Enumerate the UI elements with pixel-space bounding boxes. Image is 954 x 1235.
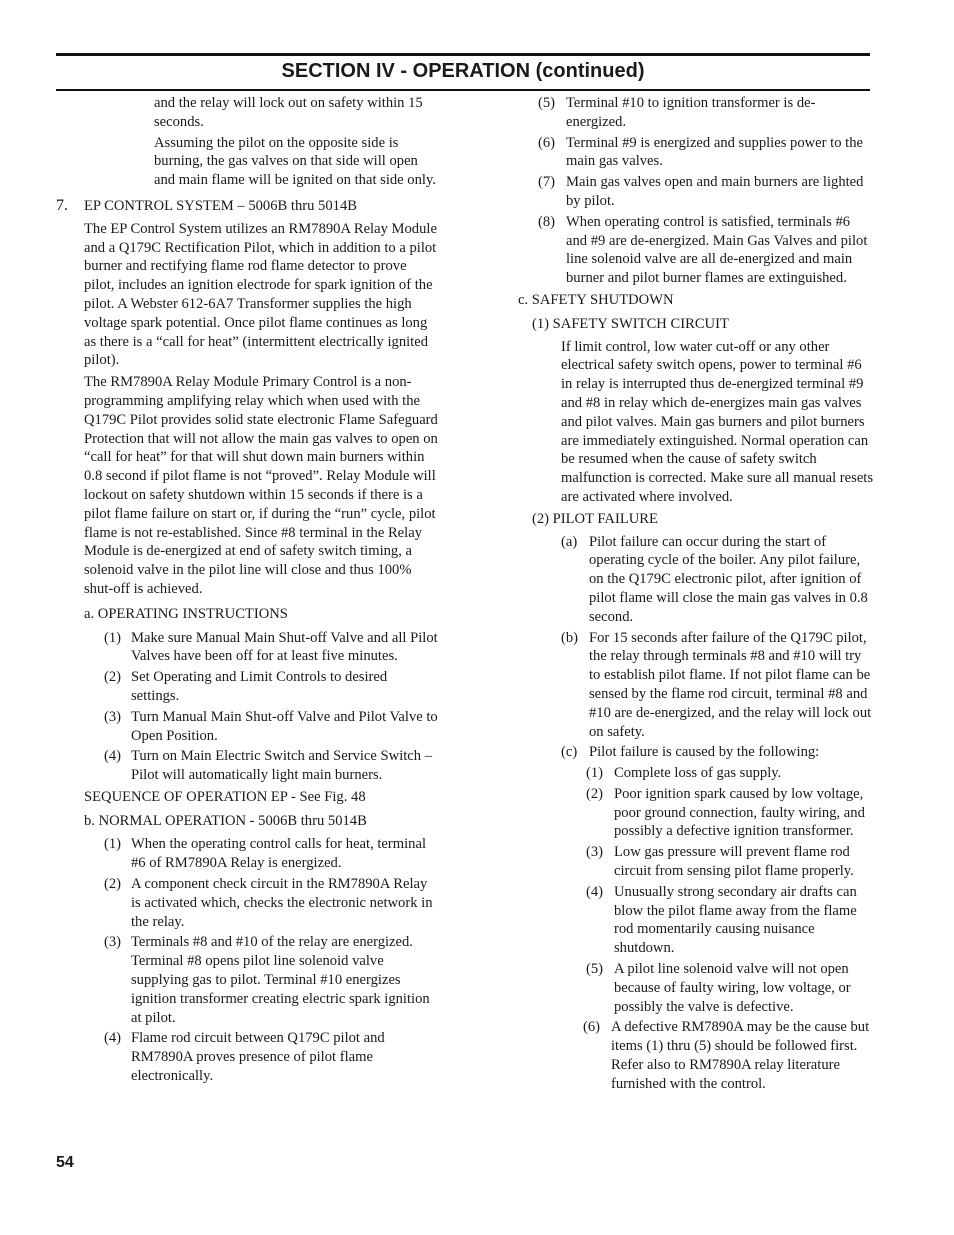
pilot-failure-causes-list bbox=[512, 764, 874, 1094]
sequence-of-operation: SEQUENCE OF OPERATION EP - See Fig. 48 bbox=[84, 788, 366, 805]
list-item bbox=[586, 764, 874, 783]
normal-operation-list-continued bbox=[512, 94, 874, 288]
header-bottom-rule bbox=[56, 89, 870, 91]
item-number: (1) bbox=[104, 629, 122, 646]
item-text: Terminals #8 and #10 of the relay are energized. Terminal #8 opens pilot line solenoid valve supplying gas to pilot. Terminal #10 energizes ignition transformer creating electric spark ignition at pilot. bbox=[131, 934, 430, 1026]
item-number: (7) bbox=[538, 174, 556, 191]
safety-switch-circuit-text: If limit control, low water cut-off or any other electrical safety switch opens, power to terminal #6 in relay is interrupted thus de-energized terminal #9 and #8 in relay which de-energizes main gas valves and pilot valves. Main gas burners and pilot burners are immediately extinguished. Normal operation can be resumed when the cause of safety switch malfunction is corrected. Make sure all manual resets are activated where involved. bbox=[561, 338, 874, 505]
item-number: (3) bbox=[104, 934, 122, 951]
item-number: (4) bbox=[586, 883, 604, 900]
item-text: Turn on Main Electric Switch and Service Switch – Pilot will automatically light main burners. bbox=[131, 748, 433, 784]
item-text: A component check circuit in the RM7890A Relay is activated which, checks the electronic network in the relay. bbox=[131, 876, 433, 930]
section-7-heading bbox=[56, 197, 438, 216]
list-item bbox=[104, 629, 438, 667]
list-item bbox=[561, 533, 874, 627]
item-text: Low gas pressure will prevent flame rod circuit from sensing pilot flame properly. bbox=[614, 844, 854, 880]
item-number: (3) bbox=[586, 844, 604, 861]
item-text: For 15 seconds after failure of the Q179C pilot, the relay through terminals #8 and #10 will try to establish pilot flame. If not pilot flame can be sensed by the flame rod circuit, terminal #8 and #10 are de-energized, and the relay will lock out on safety. bbox=[589, 629, 872, 740]
list-item bbox=[586, 843, 874, 881]
item-text: Terminal #9 is energized and supplies power to the main gas valves. bbox=[566, 134, 863, 170]
list-item bbox=[104, 1029, 438, 1085]
pilot-failure-list bbox=[512, 533, 874, 763]
pilot-failure-heading: (2) PILOT FAILURE bbox=[532, 510, 658, 527]
item-number: (3) bbox=[104, 708, 122, 725]
right-column bbox=[512, 94, 874, 1096]
header-top-rule bbox=[56, 53, 870, 56]
item-text: Set Operating and Limit Controls to desired settings. bbox=[131, 669, 388, 704]
list-item bbox=[538, 173, 874, 211]
list-item bbox=[586, 883, 874, 958]
ep-control-paragraph-2: The RM7890A Relay Module Primary Control is a non-programming amplifying relay which when used with the Q179C Pilot provides solid state electronic Flame Safeguard Protection that will not allow the main gas valves to open on “call for heat” for that will shut down main burners within 0.8 second if pilot flame is not “proved”. Relay Module will lockout on safety shutdown within 15 seconds if there is a pilot flame failure on start or, if during the “run” cycle, pilot flame is not re-established. Since #8 terminal in the Relay Module is de-energized at end of safety switch timing, a solenoid valve in the pilot line will close and thus 100% shut-off is achieved. bbox=[84, 374, 438, 597]
operating-instructions-list bbox=[56, 629, 438, 785]
item-text: Main gas valves open and main burners are lighted by pilot. bbox=[566, 174, 864, 209]
intro-paragraph-1: and the relay will lock out on safety within 15 seconds. bbox=[154, 95, 423, 130]
item-number: (4) bbox=[104, 1030, 122, 1047]
item-text: A defective RM7890A may be the cause but items (1) thru (5) should be followed first. Refer also to RM7890A relay literature furnished with the control. bbox=[611, 1019, 870, 1092]
list-item bbox=[586, 785, 874, 841]
item-text: Make sure Manual Main Shut-off Valve and all Pilot Valves have been off for at least five minutes. bbox=[131, 629, 438, 665]
intro-paragraph-2: Assuming the pilot on the opposite side is burning, the gas valves on that side will open and main flame will be ignited on that side only. bbox=[154, 134, 436, 189]
section-7-number: 7. bbox=[56, 196, 68, 214]
normal-operation-heading: b. NORMAL OPERATION - 5006B thru 5014B bbox=[84, 812, 367, 829]
list-item bbox=[561, 743, 874, 762]
list-item bbox=[586, 960, 874, 1016]
item-text: Unusually strong secondary air drafts can blow the pilot flame away from the flame rod momentarily causing nuisance shutdown. bbox=[614, 883, 857, 957]
item-number: (6) bbox=[538, 134, 556, 151]
item-number: (2) bbox=[586, 785, 604, 802]
list-item bbox=[583, 1018, 874, 1093]
list-item bbox=[538, 94, 874, 132]
normal-operation-list bbox=[56, 835, 438, 1085]
item-text: Turn Manual Main Shut-off Valve and Pilot Valve to Open Position. bbox=[131, 708, 438, 744]
item-number: (5) bbox=[586, 961, 604, 978]
item-number: (1) bbox=[586, 765, 604, 782]
item-text: When operating control is satisfied, terminals #6 and #9 are de-energized. Main Gas Valves and pilot line solenoid valve are all de-energized and main burner and pilot burner flames are extinguished. bbox=[566, 213, 868, 287]
item-number: (1) bbox=[104, 836, 122, 853]
item-text: Complete loss of gas supply. bbox=[614, 765, 782, 782]
item-text: When the operating control calls for heat, terminal #6 of RM7890A Relay is energized. bbox=[131, 836, 427, 872]
section-7-title: EP CONTROL SYSTEM – 5006B thru 5014B bbox=[84, 197, 357, 214]
item-text: Pilot failure is caused by the following: bbox=[589, 744, 820, 761]
list-item bbox=[104, 747, 438, 785]
item-number: (6) bbox=[583, 1019, 601, 1036]
safety-shutdown-heading: c. SAFETY SHUTDOWN bbox=[518, 291, 674, 308]
item-number: (c) bbox=[561, 744, 578, 761]
list-item bbox=[104, 708, 438, 746]
ep-control-paragraph-1: The EP Control System utilizes an RM7890A Relay Module and a Q179C Rectification Pilot, which in addition to a pilot burner and rectifying flame rod flame detector to prove pilot, includes an ignition electrode for spark ignition of the pilot. A Webster 612-6A7 Transformer supplies the high voltage spark potential. Once pilot flame continues as long as there is a “call for heat” (intermittent electrically ignited pilot). bbox=[84, 220, 437, 369]
list-item bbox=[104, 933, 438, 1027]
item-number: (b) bbox=[561, 629, 579, 646]
page-number: 54 bbox=[56, 1154, 74, 1171]
list-item bbox=[538, 213, 874, 288]
list-item bbox=[104, 668, 438, 706]
item-text: Poor ignition spark caused by low voltage, poor ground connection, faulty wiring, and possibly a defective ignition transformer. bbox=[614, 785, 865, 840]
item-text: Pilot failure can occur during the start of operating cycle of the boiler. Any pilot failure, on the Q179C electronic pilot, after ignition of pilot flame will close the main gas valves in 0.8 second. bbox=[589, 533, 868, 625]
item-number: (4) bbox=[104, 748, 122, 765]
item-text: Terminal #10 to ignition transformer is de-energized. bbox=[566, 95, 816, 130]
item-text: Flame rod circuit between Q179C pilot and RM7890A proves presence of pilot flame electronically. bbox=[131, 1030, 385, 1085]
item-number: (2) bbox=[104, 669, 122, 686]
list-item bbox=[561, 629, 874, 742]
left-column bbox=[56, 94, 438, 1088]
list-item bbox=[538, 134, 874, 172]
safety-switch-circuit-heading: (1) SAFETY SWITCH CIRCUIT bbox=[532, 315, 729, 332]
item-number: (5) bbox=[538, 95, 556, 111]
item-number: (a) bbox=[561, 533, 578, 550]
item-text: A pilot line solenoid valve will not open because of faulty wiring, low voltage, or possibly the valve is defective. bbox=[614, 961, 851, 1015]
item-number: (8) bbox=[538, 213, 556, 230]
section-heading: SECTION IV - OPERATION (continued) bbox=[281, 60, 645, 82]
list-item bbox=[104, 835, 438, 873]
operating-instructions-heading: a. OPERATING INSTRUCTIONS bbox=[84, 605, 288, 622]
list-item bbox=[104, 875, 438, 931]
item-number: (2) bbox=[104, 876, 122, 893]
